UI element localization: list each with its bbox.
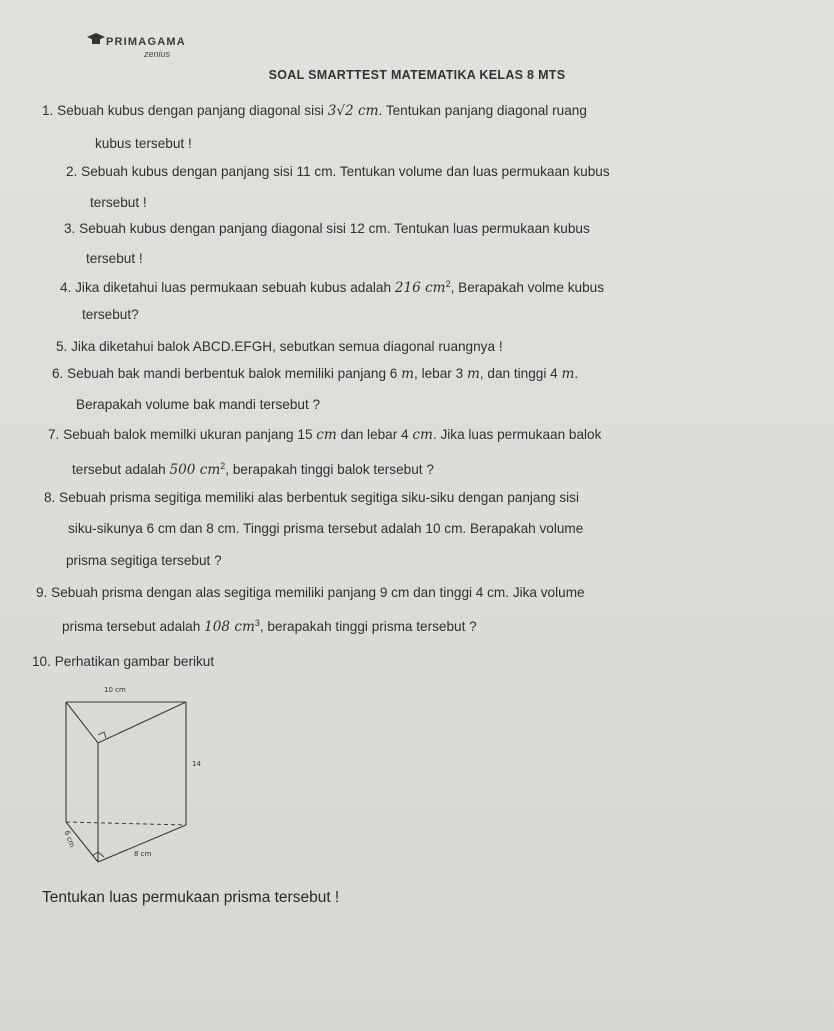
question-text: Sebuah prisma dengan alas segitiga memiliki panjang 9 cm dan tinggi 4 cm. Jika volume: [51, 585, 585, 600]
question-text: Jika diketahui luas permukaan sebuah kubus adalah: [75, 280, 395, 295]
prism-figure: [46, 680, 216, 870]
unit: cm: [316, 427, 337, 443]
question-1-line-2: kubus tersebut !: [95, 136, 192, 151]
question-7-line-2: [72, 462, 434, 478]
math-expression: 3√2 cm: [327, 103, 379, 119]
mortarboard-icon: [86, 32, 106, 46]
math-expression: 500 cm: [169, 462, 221, 478]
question-8-line-2: siku-sikunya 6 cm dan 8 cm. Tinggi prisma tersebut adalah 10 cm. Berapakah volume: [68, 521, 584, 536]
question-text: Sebuah kubus dengan panjang diagonal sisi 12 cm. Tentukan luas permukaan kubus: [79, 221, 590, 236]
label-bottom: 8 cm: [134, 850, 152, 858]
exponent: 2: [445, 279, 451, 289]
primagama-logo: [86, 26, 216, 70]
question-text: Sebuah kubus dengan panjang sisi 11 cm. Tentukan volume dan luas permukaan kubus: [81, 164, 610, 179]
question-number: 6.: [52, 366, 64, 381]
question-text: , lebar 3: [414, 366, 467, 381]
question-3-line-2: tersebut !: [86, 251, 143, 266]
question-text: , Berapakah volme kubus: [450, 280, 604, 295]
question-4-line-2: tersebut?: [82, 307, 139, 322]
question-1-line-1: [42, 104, 587, 119]
question-3-line-1: [64, 222, 590, 236]
label-height: 14: [192, 760, 201, 768]
unit: m: [401, 366, 415, 382]
question-text: Sebuah kubus dengan panjang diagonal sisi: [57, 103, 328, 118]
question-text: , berapakah tinggi prisma tersebut ?: [259, 619, 477, 634]
question-text: Sebuah bak mandi berbentuk balok memiliki panjang 6: [67, 366, 402, 381]
question-text: dan lebar 4: [336, 427, 413, 442]
question-10-line-1: [32, 655, 214, 669]
question-8-line-1: [44, 491, 579, 505]
label-top: 10 cm: [104, 686, 126, 694]
prism-top-face: [66, 702, 186, 743]
final-question: Tentukan luas permukaan prisma tersebut !: [42, 889, 340, 906]
right-angle-mark: [98, 732, 106, 738]
question-number: 3.: [64, 221, 76, 236]
question-9-line-1: [36, 586, 585, 600]
question-text: , berapakah tinggi balok tersebut ?: [225, 462, 434, 477]
logo-brand: PRIMAGAMA: [106, 36, 186, 48]
question-number: 7.: [48, 427, 60, 442]
logo-sub: zenius: [144, 49, 171, 59]
page-title: SOAL SMARTTEST MATEMATIKA KELAS 8 MTS: [268, 68, 566, 82]
question-9-line-2: [62, 619, 477, 635]
unit: m: [466, 366, 480, 382]
exponent: 2: [220, 461, 226, 471]
question-2-line-1: [66, 165, 610, 179]
question-number: 5.: [56, 339, 68, 354]
question-text: prisma tersebut adalah: [62, 619, 205, 634]
question-8-line-3: prisma segitiga tersebut ?: [66, 553, 222, 568]
question-text: Sebuah balok memilki ukuran panjang 15: [63, 427, 317, 442]
exponent: 3: [254, 618, 260, 628]
unit: cm: [412, 427, 433, 443]
question-text: Sebuah prisma segitiga memiliki alas berbentuk segitiga siku-siku dengan panjang sisi: [59, 490, 579, 505]
question-5-line-1: [56, 340, 503, 354]
question-4-line-1: [60, 280, 604, 296]
question-number: 1.: [42, 103, 54, 118]
math-expression: 216 cm: [394, 280, 446, 296]
question-number: 8.: [44, 490, 56, 505]
question-6-line-2: Berapakah volume bak mandi tersebut ?: [76, 397, 321, 412]
question-text: , dan tinggi 4: [479, 366, 562, 381]
question-7-line-1: [48, 428, 601, 443]
question-text: Perhatikan gambar berikut: [54, 654, 215, 669]
question-text: .: [574, 366, 579, 381]
label-left: 6 cm: [62, 829, 77, 849]
math-expression: 108 cm: [204, 619, 255, 635]
question-number: 2.: [66, 164, 78, 179]
question-text: Jika diketahui balok ABCD.EFGH, sebutkan semua diagonal ruangnya !: [71, 339, 503, 354]
question-number: 4.: [60, 280, 72, 295]
question-text: . Jika luas permukaan balok: [432, 427, 602, 442]
question-text: . Tentukan panjang diagonal ruang: [378, 103, 587, 118]
question-number: 9.: [36, 585, 48, 600]
prism-drawing: [46, 680, 216, 870]
question-6-line-1: [52, 367, 578, 382]
prism-hidden-edge: [66, 822, 186, 825]
question-number: 10.: [32, 654, 51, 669]
unit: m: [561, 366, 575, 382]
question-text: tersebut adalah: [72, 462, 170, 477]
question-2-line-2: tersebut !: [90, 195, 147, 210]
